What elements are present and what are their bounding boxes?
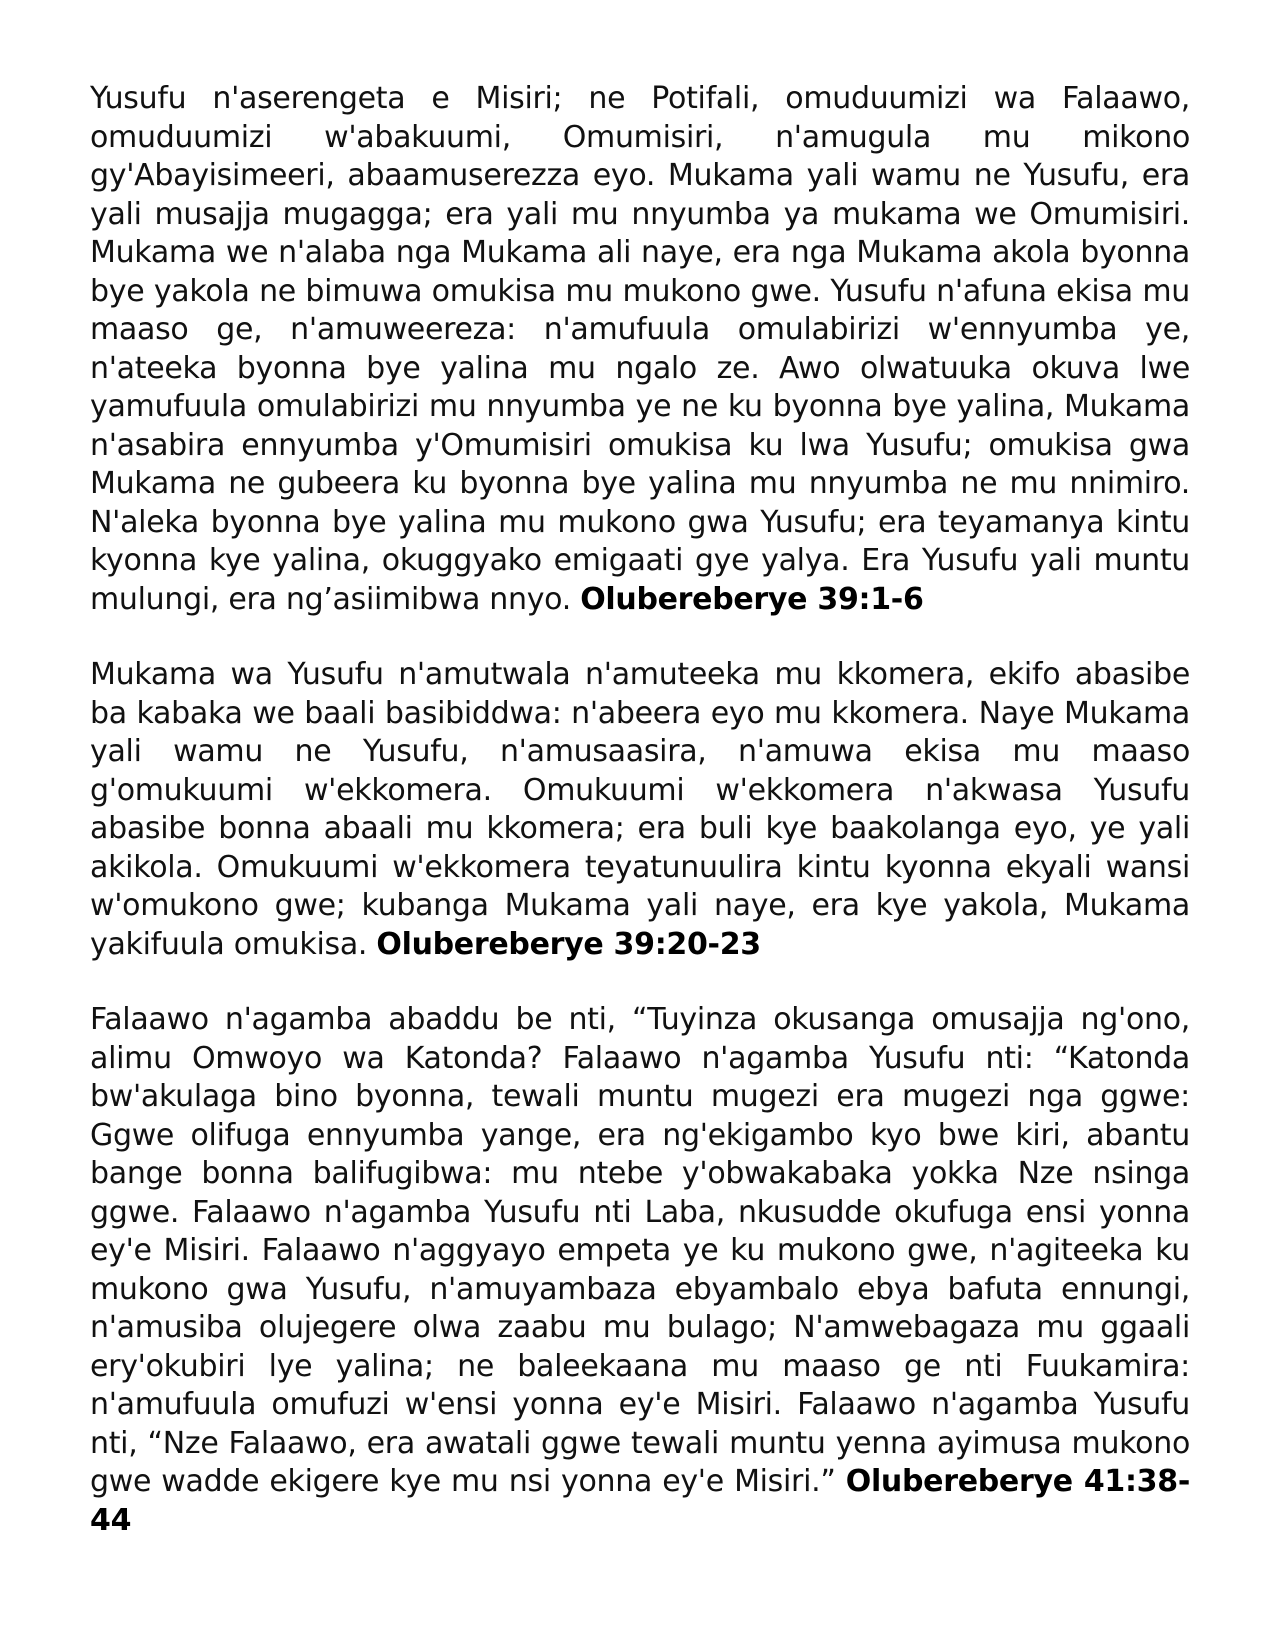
passage-text: Mukama wa Yusufu n'amutwala n'amuteeka mu kkomera, ekifo abasibe ba kabaka we baali basibiddwa: n'abeera eyo mu kkomera. Naye Mukama yali wamu ne Yusufu, n'amusaasira, n'amuwa ekisa mu maaso g'omukuumi w'ekkomera. Omukuumi w'ekkomera n'akwasa Yusufu abasibe bonna abaali mu kkomera; era buli kye baakolanga eyo, ye yali akikola. Omukuumi w'ekkomera teyatunuulira kintu kyonna ekyali wansi w'omukono gwe; kubanga Mukama yali naye, era kye yakola, Mukama yakifuula omukisa. [90, 657, 1190, 962]
document-page [90, 80, 1190, 1577]
passage-genesis-39-1-6 [90, 80, 1190, 619]
passage-text: Yusufu n'aserengeta e Misiri; ne Potifali, omuduumizi wa Falaawo, omuduumizi w'abakuumi, Omumisiri, n'amugula mu mikono gy'Abayisimeeri, abaamuserezza eyo. Mukama yali wamu ne Yusufu, era yali musajja mugagga; era yali mu nnyumba ya mukama we Omumisiri. Mukama we n'alaba nga Mukama ali naye, era nga Mukama akola byonna bye yakola ne bimuwa omukisa mu mukono gwe. Yusufu n'afuna ekisa mu maaso ge, n'amuweereza: n'amufuula omulabirizi w'ennyumba ye, n'ateeka byonna bye yalina mu ngalo ze. Awo olwatuuka okuva lwe yamufuula omulabirizi mu nnyumba ye ne ku byonna bye yalina, Mukama n'asabira ennyumba y'Omumisiri omukisa ku lwa Yusufu; omukisa gwa Mukama ne gubeera ku byonna bye yalina mu nnyumba ne mu nnimiro. N'aleka byonna bye yalina mu mukono gwa Yusufu; era teyamanya kintu kyonna kye yalina, okuggyako emigaati gye yalya. Era Yusufu yali muntu mulungi, era ng’asiimibwa nnyo. [90, 81, 1190, 617]
passage-genesis-41-38-44 [90, 1001, 1190, 1540]
passage-genesis-39-20-23 [90, 656, 1190, 964]
scripture-reference: Olubereberye 39:20-23 [376, 926, 761, 962]
passage-text: Falaawo n'agamba abaddu be nti, “Tuyinza okusanga omusajja ng'ono, alimu Omwoyo wa Katonda? Falaawo n'agamba Yusufu nti: “Katonda bw'akulaga bino byonna, tewali muntu mugezi era mugezi nga ggwe: Ggwe olifuga ennyumba yange, era ng'ekigambo kyo bwe kiri, abantu bange bonna balifugibwa: mu ntebe y'obwakabaka yokka Nze nsinga ggwe. Falaawo n'agamba Yusufu nti Laba, nkusudde okufuga ensi yonna ey'e Misiri. Falaawo n'aggyayo empeta ye ku mukono gwe, n'agiteeka ku mukono gwa Yusufu, n'amuyambaza ebyambalo ebya bafuta ennungi, n'amusiba olujegere olwa zaabu mu bulago; N'amwebagaza mu ggaali ery'okubiri lye yalina; ne baleekaana mu maaso ge nti Fuukamira: n'amufuula omufuzi w'ensi yonna ey'e Misiri. Falaawo n'agamba Yusufu nti, “Nze Falaawo, era awatali ggwe tewali muntu yenna ayimusa mukono gwe wadde ekigere kye mu nsi yonna ey'e Misiri.” [90, 1002, 1190, 1499]
scripture-reference: Olubereberye 41:38-44 [90, 1464, 1190, 1538]
scripture-reference: Olubereberye 39:1-6 [580, 581, 924, 617]
